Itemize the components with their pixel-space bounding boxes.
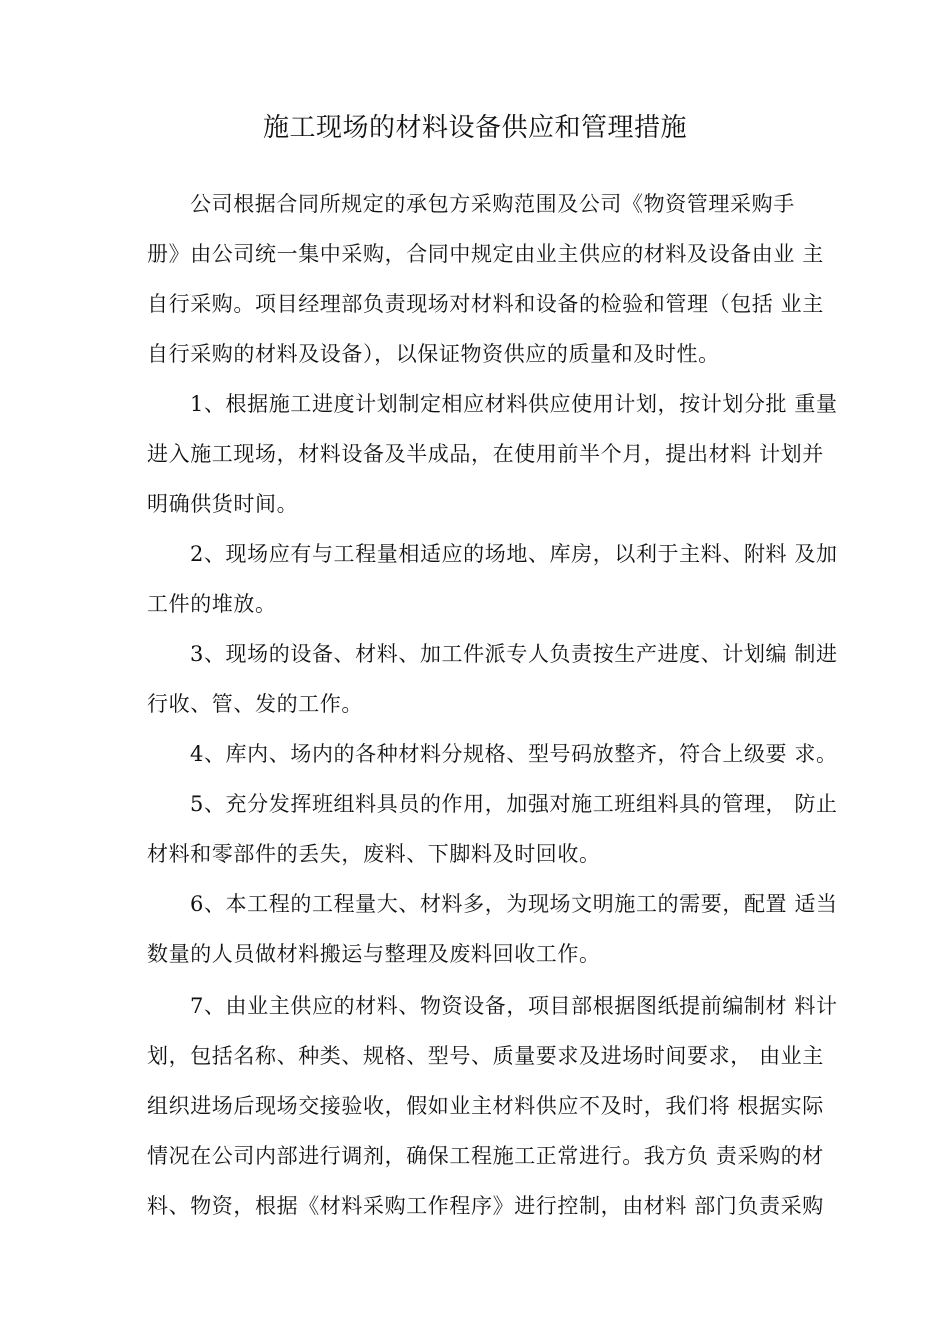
paragraph-line: 5、充分发挥班组料具员的作用，加强对施工班组料具的管理， 防止 <box>190 792 838 816</box>
paragraph-line: 数量的人员做材料搬运与整理及废料回收工作。 <box>147 942 601 966</box>
paragraph-line: 自行采购的材料及设备），以保证物资供应的质量和及时性。 <box>147 342 720 366</box>
paragraph-line: 组织进场后现场交接验收，假如业主材料供应不及时，我们将 根据实际 <box>147 1094 824 1118</box>
paragraph-line: 公司根据合同所规定的承包方采购范围及公司《物资管理采购手 <box>190 192 795 216</box>
paragraph-line: 情况在公司内部进行调剂，确保工程施工正常进行。我方负 责采购的材 <box>147 1144 824 1168</box>
paragraph-line: 划，包括名称、种类、规格、型号、质量要求及进场时间要求， 由业主 <box>147 1044 824 1068</box>
paragraph-line: 自行采购。项目经理部负责现场对材料和设备的检验和管理（包括 业主 <box>147 292 824 316</box>
paragraph-line: 1、根据施工进度计划制定相应材料供应使用计划，按计划分批 重量 <box>190 392 838 416</box>
paragraph-line: 2、现场应有与工程量相适应的场地、库房，以利于主料、附料 及加 <box>190 542 838 566</box>
document-title: 施工现场的材料设备供应和管理措施 <box>262 113 687 143</box>
paragraph-line: 料、物资，根据《材料采购工作程序》进行控制，由材料 部门负责采购 <box>147 1194 824 1218</box>
paragraph-line: 6、本工程的工程量大、材料多，为现场文明施工的需要，配置 适当 <box>190 892 838 916</box>
paragraph-line: 行收、管、发的工作。 <box>147 692 363 716</box>
paragraph-line: 明确供货时间。 <box>147 492 299 516</box>
paragraph-line: 3、现场的设备、材料、加工件派专人负责按生产进度、计划编 制进 <box>190 642 838 666</box>
paragraph-line: 册》由公司统一集中采购，合同中规定由业主供应的材料及设备由业 主 <box>147 242 824 266</box>
paragraph-line: 4、库内、场内的各种材料分规格、型号码放整齐，符合上级要 求。 <box>190 742 838 766</box>
paragraph-line: 进入施工现场，材料设备及半成品，在使用前半个月，提出材料 计划并 <box>147 442 824 466</box>
paragraph-line: 材料和零部件的丢失，废料、下脚料及时回收。 <box>147 842 601 866</box>
paragraph-line: 工件的堆放。 <box>147 592 277 616</box>
paragraph-line: 7、由业主供应的材料、物资设备，项目部根据图纸提前编制材 料计 <box>190 994 838 1018</box>
